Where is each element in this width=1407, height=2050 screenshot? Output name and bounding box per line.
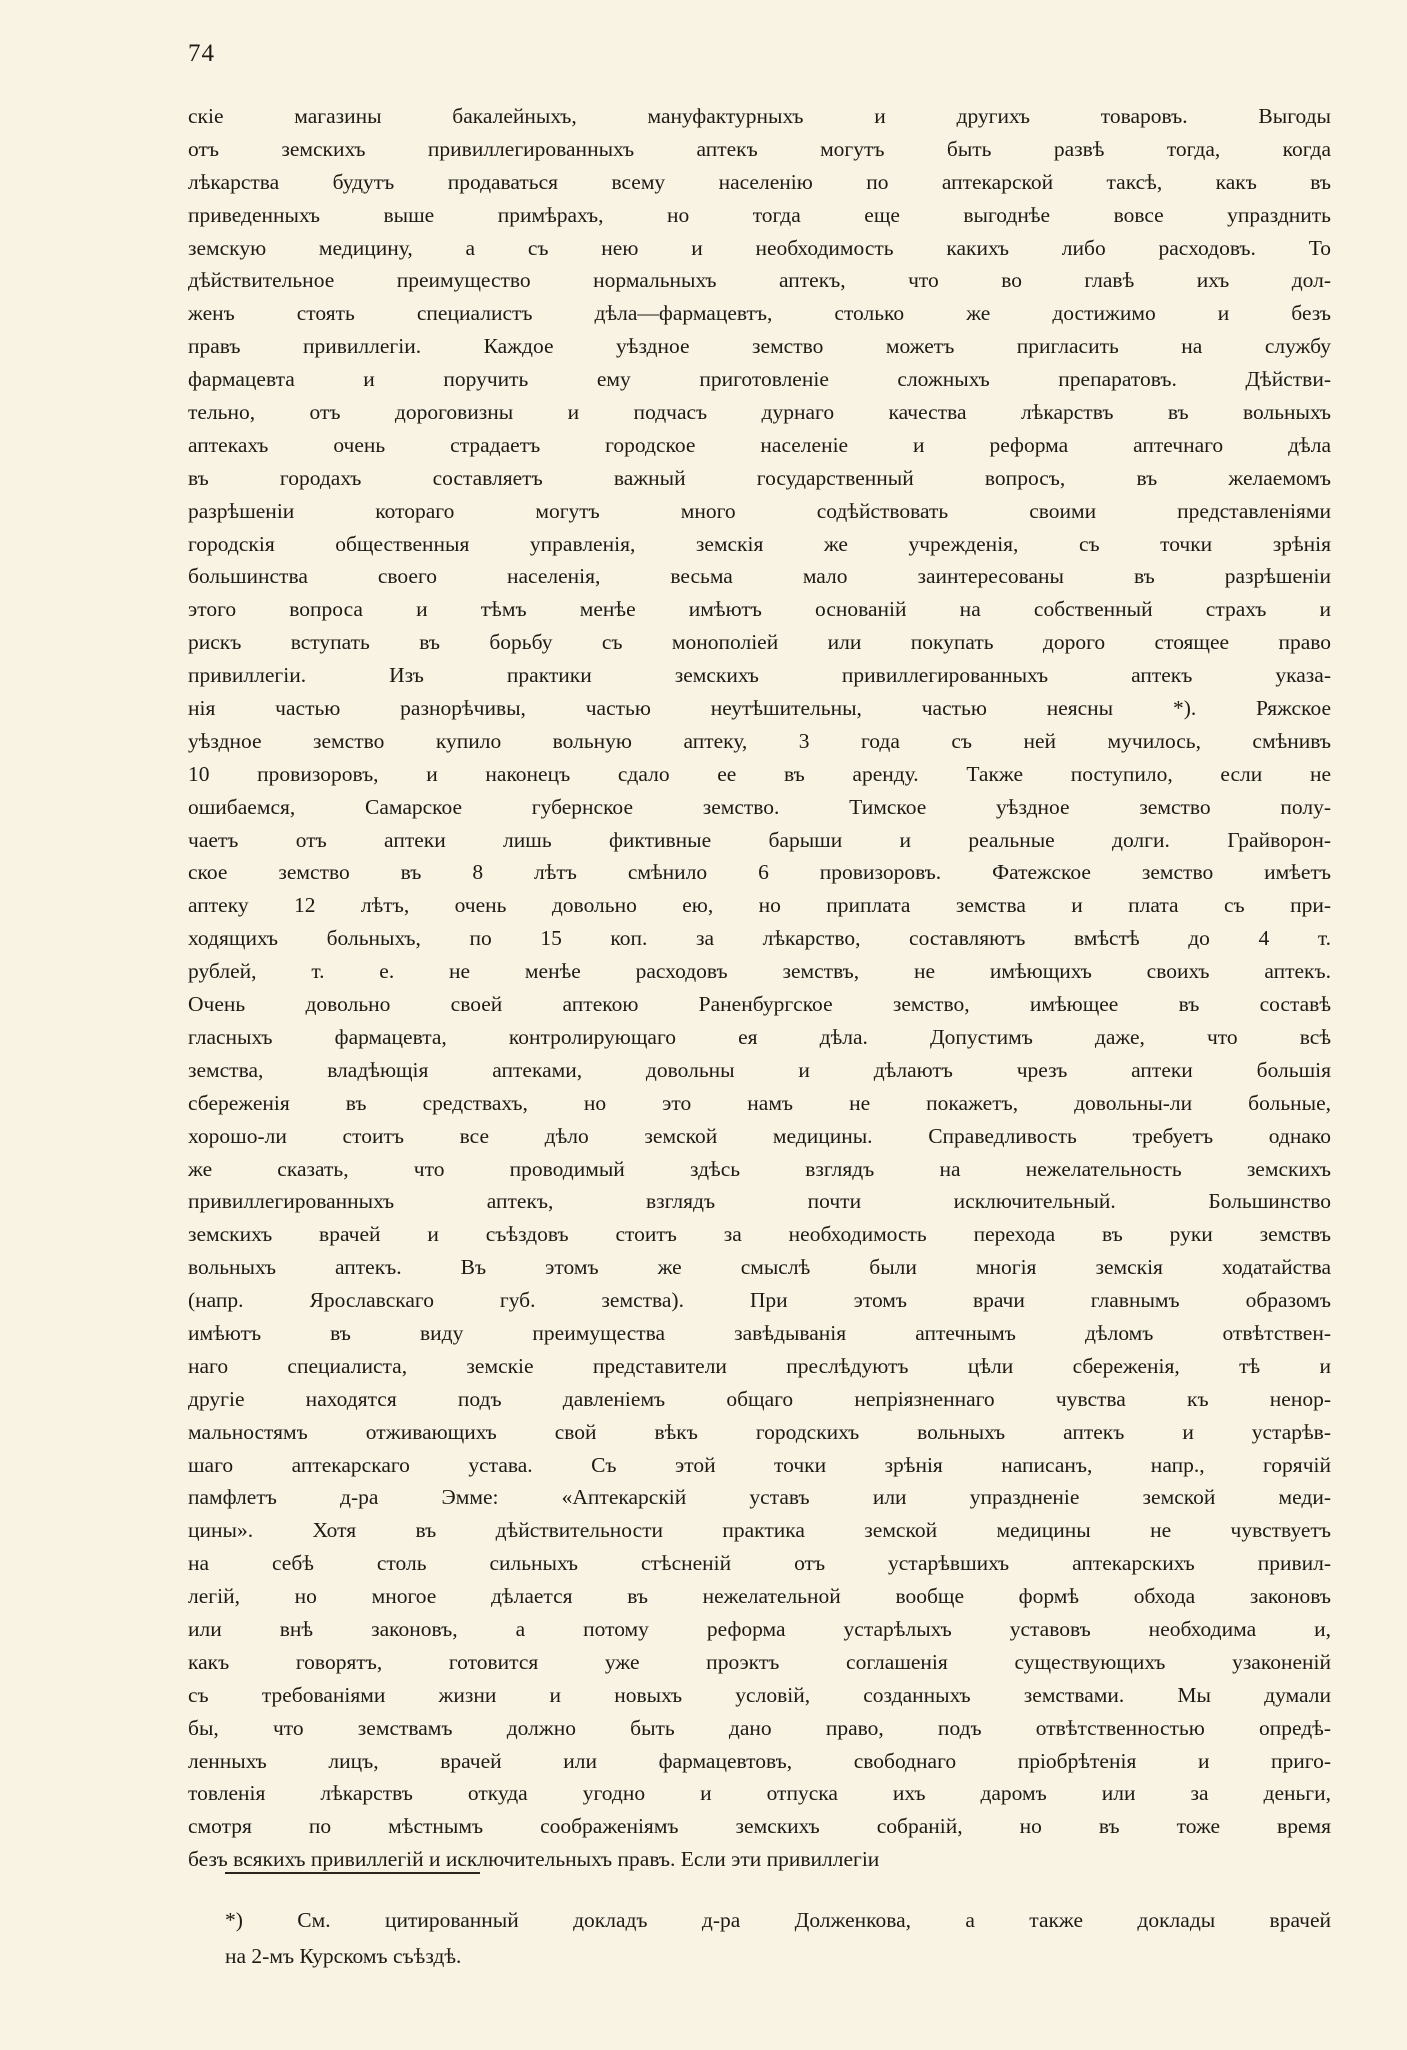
text-line: гласныхъ фармацевта, контролирующаго ея дѣла. Допустимъ даже, что всѣ [188,1024,1331,1049]
text-line: чаетъ отъ аптеки лишь фиктивные барыши и реальные долги. Грайворон- [188,827,1331,852]
text-line: же сказать, что проводимый здѣсь взглядъ на нежелательность земскихъ [188,1156,1331,1181]
text-line: земства, владѣющiя аптеками, довольны и дѣлаютъ чрезъ аптеки большiя [188,1057,1331,1082]
footnote-line: *) См. цитированный докладъ д-ра Долженкова, а также доклады врачей [225,1908,1331,1932]
text-line: наго специалиста, земскiе представители преслѣдуютъ цѣли сбереженiя, тѣ и [188,1353,1331,1378]
page-number: 74 [188,40,215,67]
text-line: 10 провизоровъ, и наконецъ сдало ее въ аренду. Также поступило, если не [188,761,1331,786]
text-line: аптекахъ очень страдаетъ городское населенiе и реформа аптечнаго дѣла [188,432,1331,457]
text-line: земскихъ врачей и съѣздовъ стоитъ за необходимость перехода въ руки земствъ [188,1222,1331,1247]
text-line: имѣютъ въ виду преимущества завѣдыванiя аптечнымъ дѣломъ отвѣтствен- [188,1320,1331,1345]
text-line: шаго аптекарскаго устава. Съ этой точки зрѣнiя написанъ, напр., горячiй [188,1452,1331,1477]
text-line: лѣкарства будутъ продаваться всему населенiю по аптекарской таксѣ, какъ въ [188,169,1331,194]
text-line: (напр. Ярославскаго губ. земства). При этомъ врачи главнымъ образомъ [188,1288,1331,1313]
body-text [188,100,1331,1876]
footnote-line: на 2-мъ Курскомъ съѣздѣ. [225,1944,462,1968]
text-line: хорошо-ли стоитъ все дѣло земской медицины. Справедливость требуетъ однако [188,1123,1331,1148]
text-line: вольныхъ аптекъ. Въ этомъ же смыслѣ были многiя земскiя ходатайства [188,1255,1331,1280]
text-line: дѣйствительное преимущество нормальныхъ аптекъ, что во главѣ ихъ дол- [188,268,1331,293]
text-line: на себѣ столь сильныхъ стѣсненiй отъ устарѣвшихъ аптекарскихъ привил- [188,1551,1331,1576]
text-line: сбереженiя въ средствахъ, но это намъ не покажетъ, довольны-ли больные, [188,1090,1331,1115]
text-line: уѣздное земство купило вольную аптеку, 3 года съ ней мучилось, смѣнивъ [188,728,1331,753]
text-line: Очень довольно своей аптекою Раненбургское земство, имѣющее въ составѣ [188,992,1331,1017]
text-line: въ городахъ составляетъ важный государственный вопросъ, въ желаемомъ [188,465,1331,490]
text-line: приведенныхъ выше примѣрахъ, но тогда еще выгоднѣе вовсе упразднить [188,202,1331,227]
text-line: привиллегiи. Изъ практики земскихъ привиллегированныхъ аптекъ указа- [188,663,1331,688]
text-line: легiй, но многое дѣлается въ нежелательной вообще формѣ обхода законовъ [188,1584,1331,1609]
text-line: этого вопроса и тѣмъ менѣе имѣютъ основанiй на собственный страхъ и [188,597,1331,622]
text-line: рублей, т. е. не менѣе расходовъ земствъ, не имѣющихъ своихъ аптекъ. [188,959,1331,984]
footnote [225,1902,1331,1974]
text-line: безъ всякихъ привиллегiй и исключительныхъ правъ. Если эти привиллегiи [188,1847,880,1872]
text-line: скiе магазины бакалейныхъ, мануфактурныхъ и другихъ товаровъ. Выгоды [188,104,1331,128]
text-line: или внѣ законовъ, а потому реформа устарѣлыхъ уставовъ необходима и, [188,1616,1331,1641]
text-line: цины». Хотя въ дѣйствительности практика земской медицины не чувствуетъ [188,1518,1331,1543]
text-line: тельно, отъ дороговизны и подчасъ дурнаго качества лѣкарствъ въ вольныхъ [188,400,1331,425]
text-line: земскую медицину, а съ нею и необходимость какихъ либо расходовъ. То [188,235,1331,260]
text-line: какъ говорятъ, готовится уже проэктъ соглашенiя существующихъ узаконенiй [188,1649,1331,1674]
text-line: аптеку 12 лѣтъ, очень довольно ею, но приплата земства и плата съ при- [188,893,1331,918]
text-line: отъ земскихъ привиллегированныхъ аптекъ могутъ быть развѣ тогда, когда [188,136,1331,161]
text-line: другiе находятся подъ давленiемъ общаго непрiязненнаго чувства къ ненор- [188,1386,1331,1411]
text-line: памфлетъ д-ра Эмме: «Аптекарскiй уставъ или упраздненiе земской меди- [188,1485,1331,1510]
text-line: нiя частью разнорѣчивы, частью неутѣшительны, частью неясны *). Ряжское [188,696,1331,721]
text-line: ходящихъ больныхъ, по 15 коп. за лѣкарство, составляютъ вмѣстѣ до 4 т. [188,926,1331,951]
text-line: большинства своего населенiя, весьма мало заинтересованы въ разрѣшенiи [188,564,1331,589]
text-line: фармацевта и поручить ему приготовленiе сложныхъ препаратовъ. Дѣйстви- [188,367,1331,392]
text-line: разрѣшенiи котораго могутъ много содѣйствовать своими представленiями [188,498,1331,523]
footnote-separator [225,1872,480,1874]
text-line: рискъ вступать въ борьбу съ монополiей или покупать дорого стоящее право [188,630,1331,655]
text-line: ское земство въ 8 лѣтъ смѣнило 6 провизоровъ. Фатежское земство имѣетъ [188,860,1331,885]
text-line: правъ привиллегiи. Каждое уѣздное земство можетъ пригласить на службу [188,334,1331,359]
text-line: ленныхъ лицъ, врачей или фармацевтовъ, свободнаго прiобрѣтенiя и приго- [188,1748,1331,1773]
text-line: бы, что земствамъ должно быть дано право, подъ отвѣтственностью опредѣ- [188,1715,1331,1740]
text-line: женъ стоять специалистъ дѣла—фармацевтъ, столько же достижимо и безъ [188,301,1331,326]
text-line: ошибаемся, Самарское губернское земство. Тимское уѣздное земство полу- [188,794,1331,819]
text-line: мальностямъ отживающихъ свой вѣкъ городскихъ вольныхъ аптекъ и устарѣв- [188,1419,1331,1444]
text-line: съ требованiями жизни и новыхъ условiй, созданныхъ земствами. Мы думали [188,1682,1331,1707]
text-line: городскiя общественныя управленiя, земскiя же учрежденiя, съ точки зрѣнiя [188,531,1331,556]
text-line: смотря по мѣстнымъ соображенiямъ земскихъ собранiй, но въ тоже время [188,1814,1331,1839]
text-line: привиллегированныхъ аптекъ, взглядъ почти исключительный. Большинство [188,1189,1331,1214]
text-line: товленiя лѣкарствъ откуда угодно и отпуска ихъ даромъ или за деньги, [188,1781,1331,1806]
